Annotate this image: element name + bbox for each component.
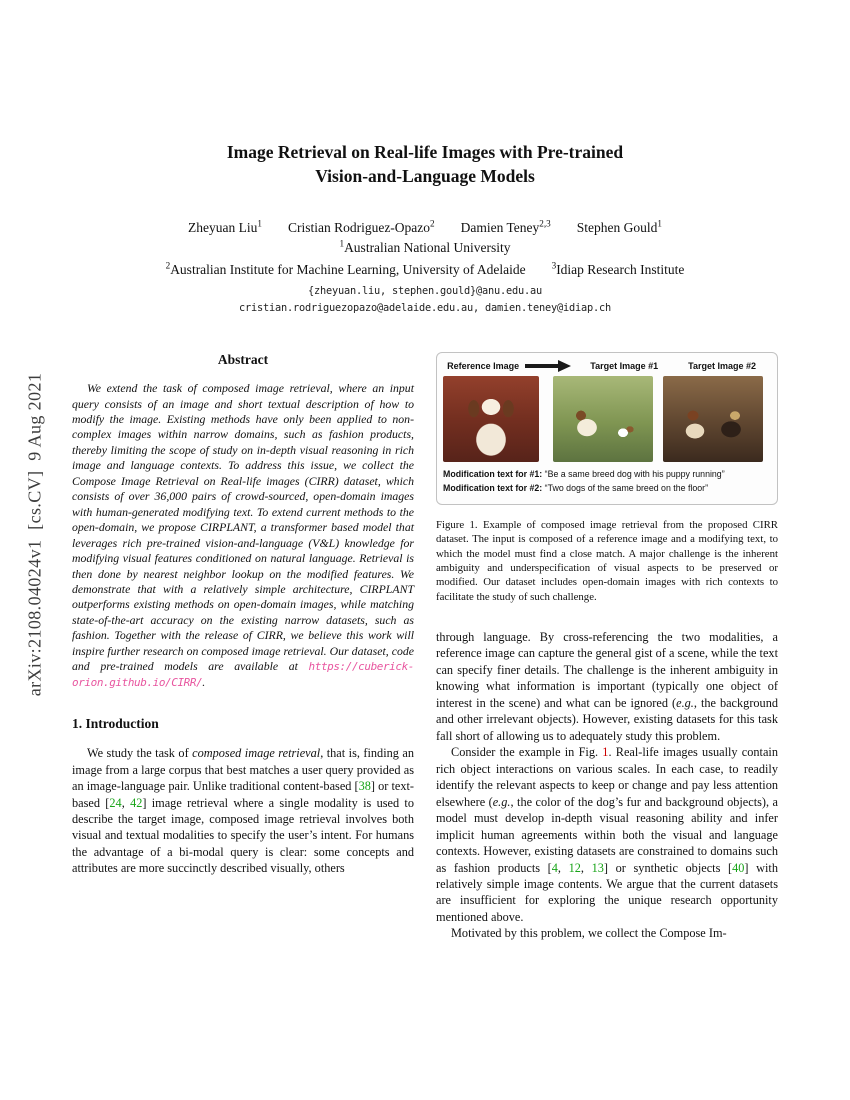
emphasis-text: e.g.: [676, 695, 694, 710]
modification-line-1: [443, 469, 771, 481]
citation-link[interactable]: 4: [551, 860, 558, 875]
citation-link[interactable]: 38: [358, 779, 371, 794]
left-column: [72, 352, 414, 942]
url-link[interactable]: https://cuberick-orion.github.io/CIRR/: [72, 660, 414, 689]
figure1-label-target1: Target Image #1: [590, 361, 659, 372]
text-segment: ,: [580, 860, 592, 875]
arrow-right-icon: [525, 360, 571, 372]
email-line-1: {zheyuan.liu, stephen.gould}@anu.edu.au: [308, 285, 542, 298]
modification-label-2: Modification text for #2:: [443, 482, 543, 493]
text-segment: We extend the task of composed image retrieval, where an input query consists of an image and short textual description of how to modify the image. Existing methods have only been applied to non-complex images within narrow domains, such as fashion products, thereby limiting the scope of study on in-depth visual reasoning in rich image and language contexts. To address this issue, we collect the Compose Image Retrieval on Real-life images (CIRR) dataset, which consists of over 36,000 pairs of crowd-sourced, open-domain images with human-generated modifying text. To extend current methods to the open-domain, we propose CIRPLANT, a transformer based model that leverages rich pre-trained vision-and-language (V&L) knowledge for modifying visual features conditioned on natural language. Retrieval is then done by nearest neighbor lookup on the modified features. We demonstrate that with a relatively simple architecture, CIRPLANT outperforms existing methods on open-domain images, while matching state-of-the-art accuracy on the existing narrow datasets, such as fashion. Together with the release of CIRR, we believe this work will inspire further research on composed image retrieval. Our dataset, code and pre-trained models are available at: [72, 381, 414, 674]
text-segment: Damien Teney: [460, 220, 540, 236]
text-segment: , the background and other irrelevant objects). However, existing datasets for this task fall short of allowing us to adequately study this problem.: [436, 695, 779, 743]
text-segment: ,: [121, 795, 131, 810]
text-segment: Consider the example in Fig.: [451, 745, 603, 760]
citation-link[interactable]: 12: [568, 860, 581, 875]
affiliation-line-2: [0, 261, 850, 280]
figure1-image-row: [443, 376, 771, 462]
modification-line-2: [443, 483, 771, 495]
text-segment: ] image retrieval where a single modality is used to describe the target image, composed image retrieval involves both visual and textual modalities to specify the user’s intent. For humans the advantage of a bi-modal query is clear: some concepts and attributes are more succinctly described visually, others: [72, 795, 414, 876]
figure-ref-link[interactable]: 1: [602, 745, 609, 760]
text-segment: Motivated by this problem, we collect the Compose Im-: [451, 926, 727, 941]
two-column-body: [0, 352, 850, 942]
text-segment: Cristian Rodriguez-Opazo: [287, 220, 431, 236]
authors-line: [0, 220, 850, 236]
citation-link[interactable]: 42: [130, 795, 143, 810]
modification-text-1: “Be a same breed dog with his puppy running”: [544, 469, 725, 480]
email-line-2: cristian.rodriguezopazo@adelaide.edu.au, damien.teney@idiap.ch: [239, 302, 611, 315]
paper-title: [0, 140, 850, 188]
body-paragraph-3: [436, 925, 778, 941]
text-segment: , the color of the dog’s fur and background objects), a model must develop in-depth visual reasoning ability and infer implicit human agreements within both the visual and language contexts. However, existing datasets are constrained to domains such as fashion products [: [436, 794, 778, 875]
target-image-1: [553, 376, 653, 462]
figure1-label-target2: Target Image #2: [688, 361, 756, 372]
title-line-2: Vision-and-Language Models: [315, 166, 535, 187]
citation-link[interactable]: 24: [109, 795, 122, 810]
figure1-label-reference: Reference Image: [447, 361, 520, 372]
figure1-header-row: [443, 360, 771, 372]
superscript: 2: [165, 260, 171, 271]
text-segment: ] or synthetic objects [: [603, 860, 733, 875]
text-segment: . Real-life images usually contain rich object interactions on various scales. In each case, to readily identify the relevant aspects to keep or change and pay less attention elsewhere (: [436, 745, 778, 809]
modification-text-2: “Two dogs of the same breed on the floor”: [544, 482, 708, 493]
text-segment: .: [202, 674, 206, 689]
text-segment: Stephen Gould: [576, 220, 658, 236]
text-segment: ,: [557, 860, 569, 875]
text-segment: Zheyuan Liu: [188, 220, 258, 236]
emphasis-text: e.g.: [492, 794, 511, 809]
reference-image: [443, 376, 539, 462]
figure1-caption: Figure 1. Example of composed image retrieval from the proposed CIRR dataset. The input is composed of a reference image and a modifying text, to which the model must find a close match. A major challenge is the inherent ambiguity and underspecification of visual aspects to be preserved or modified. Our dataset includes open-domain images with rich contexts to facilitate the study of such challenge.: [436, 518, 778, 603]
target-image-2: [663, 376, 763, 462]
figure1-panel: [436, 352, 778, 505]
right-column: [436, 352, 778, 942]
superscript: 3: [551, 260, 557, 271]
emphasis-text: composed image retrieval: [192, 746, 321, 761]
superscript: 1: [339, 238, 345, 249]
arxiv-watermark: arXiv:2108.04024v1 [cs.CV] 9 Aug 2021: [24, 372, 45, 697]
citation-link[interactable]: 40: [732, 860, 745, 875]
text-segment: Australian Institute for Machine Learning, University of Adelaide: [170, 262, 526, 278]
modification-label-1: Modification text for #1:: [443, 469, 543, 480]
text-segment: Australian National University: [344, 240, 511, 256]
text-segment: through language. By cross-referencing the two modalities, a reference image can capture the general gist of a scene, while the text can specify finer details. The challenge is the inherent ambiguity in knowing what information is important (typically one object of interest in the scene) and what can be ignored (: [436, 629, 778, 710]
superscript: 1: [657, 218, 662, 229]
superscript: 1: [257, 218, 262, 229]
superscript: 2: [430, 218, 435, 229]
body-paragraph-1: [436, 629, 778, 744]
text-segment: We study the task of: [87, 746, 193, 761]
intro-paragraph: [72, 745, 414, 877]
abstract-text: [72, 381, 414, 690]
paper-header: [0, 0, 850, 314]
text-segment: ] with relatively simple image contents. We argue that the current datasets are insufficient for exploring the unique research opportunity mentioned above.: [436, 860, 778, 924]
section-heading-introduction: 1. Introduction: [72, 716, 159, 732]
text-segment: ] or text-based [: [72, 779, 414, 810]
text-segment: Idiap Research Institute: [556, 262, 685, 278]
affiliation-line-1: [0, 239, 850, 258]
body-paragraph-2: [436, 744, 778, 925]
citation-link[interactable]: 13: [591, 860, 604, 875]
text-segment: , that is, finding an image from a large corpus that best matches a user query provided as an image-language pair. Unlike traditional content-based [: [72, 746, 414, 794]
abstract-heading: Abstract: [217, 352, 269, 368]
superscript: 2,3: [539, 218, 551, 229]
title-line-1: Image Retrieval on Real-life Images with Pre-trained: [226, 142, 624, 162]
